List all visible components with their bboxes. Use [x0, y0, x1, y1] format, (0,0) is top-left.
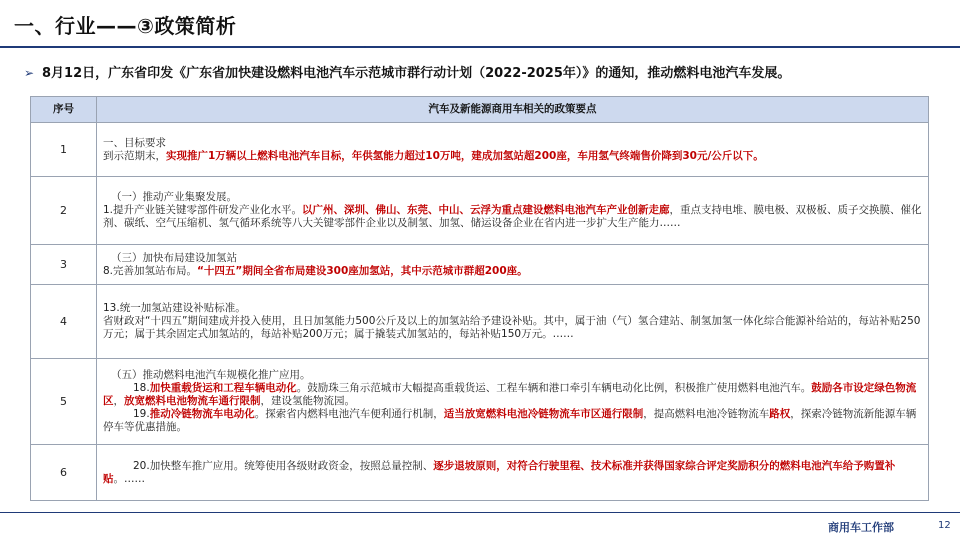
row-index: 3: [31, 245, 97, 285]
row-content: [97, 177, 929, 245]
row-text: 19.: [133, 408, 150, 420]
row-text: 。……: [113, 472, 145, 485]
row-content: [97, 123, 929, 177]
table-row: [31, 123, 929, 177]
page-number: 12: [938, 520, 951, 531]
row-heading: 13.统一加氢站建设补贴标准。: [103, 302, 246, 314]
table-row: [31, 177, 929, 245]
row-text: 到示范期末，: [103, 149, 166, 162]
row-highlight: 适当放宽燃料电池冷链物流车市区通行限制: [443, 408, 644, 420]
policy-table: [30, 96, 928, 501]
row-highlight: 鼓励各市设定绿色物流区: [103, 382, 917, 407]
row-highlight: 实现推广1万辆以上燃料电池汽车目标，年供氢能力超过10万吨，建成加氢站超200座，车用氢气终端售价降到30元/公斤以下。: [166, 149, 764, 162]
row-text: ，探索冷链物流新能源车辆停车等优惠措施。: [103, 408, 917, 433]
title-divider: [0, 46, 960, 48]
row-content: [97, 445, 929, 501]
arrow-bullet-icon: ➢: [24, 66, 35, 80]
row-index: 5: [31, 359, 97, 445]
page-title: 一、行业——③政策简析: [14, 14, 237, 38]
row-content: [97, 285, 929, 359]
footer-department: 商用车工作部: [828, 521, 894, 534]
row-highlight: 推动冷链物流车电动化: [149, 408, 255, 420]
row-text: ，建设氢能物流园。: [260, 395, 355, 407]
row-text: ，: [113, 395, 124, 407]
row-text: 1.提升产业链关键零部件研发产业化水平。: [103, 204, 303, 216]
row-paragraph-19: [103, 408, 922, 434]
footer-divider: [0, 512, 960, 513]
row-text: 。鼓励珠三角示范城市大幅提高重载货运、工程车辆和港口牵引车辆电动化比例，积极推广使用燃料电池汽车。: [296, 382, 812, 394]
row-index: 4: [31, 285, 97, 359]
table-row: [31, 359, 929, 445]
header-content: 汽车及新能源商用车相关的政策要点: [97, 97, 929, 123]
row-text: 8.完善加氢站布局。: [103, 264, 198, 277]
table-row: [31, 285, 929, 359]
row-highlight: 路权: [769, 408, 791, 420]
title-bar: [0, 0, 960, 48]
table-header-row: [31, 97, 929, 123]
row-heading: 一、目标要求: [103, 136, 166, 149]
summary-text: 8月12日，广东省印发《广东省加快建设燃料电池汽车示范城市群行动计划（2022-2025年）》的通知，推动燃料电池汽车发展。: [42, 66, 791, 81]
row-highlight: “十四五”期间全省布局建设300座加氢站，其中示范城市群超200座。: [197, 264, 528, 277]
row-highlight: 逐步退坡原则，对符合行驶里程、技术标准并获得国家综合评定奖励积分的燃料电池汽车给予购置补贴: [103, 459, 896, 485]
row-highlight: 加快重载货运和工程车辆电动化: [149, 382, 297, 394]
table-row: [31, 445, 929, 501]
row-paragraph-18: [103, 382, 922, 408]
row-highlight: 放宽燃料电池物流车通行限制: [124, 395, 261, 407]
row-text: 20.加快整车推广应用。统筹使用各级财政资金，按照总量控制、: [133, 459, 434, 472]
row-heading: （一）推动产业集聚发展。: [111, 191, 237, 203]
row-text: ，重点支持电堆、膜电极、双极板、质子交换膜、催化剂、碳纸、空气压缩机、氢气循环系统等八大关键零部件企业以及制氢、加氢、储运设备企业在省内进一步扩大生产能力……: [103, 204, 922, 229]
row-text: 18.: [133, 382, 150, 394]
row-text: 。探索省内燃料电池汽车便利通行机制，: [254, 408, 444, 420]
row-text: 省财政对“十四五”期间建成并投入使用，且日加氢能力500公斤及以上的加氢站给予建设补贴。其中，属于油（气）氢合建站、制氢加氢一体化综合能源补给站的，每站补贴250万元；属于其余固定式加氢站的，每站补贴200万元；属于撬装式加氢站的，每站补贴150万元。……: [103, 315, 921, 340]
row-text: ，提高燃料电池冷链物流车: [643, 408, 770, 420]
row-heading: （五）推动燃料电池汽车规模化推广应用。: [111, 369, 311, 381]
header-index: 序号: [31, 97, 97, 123]
row-highlight: 以广州、深圳、佛山、东莞、中山、云浮为重点建设燃料电池汽车产业创新走廊: [302, 204, 670, 216]
row-content: [97, 245, 929, 285]
row-index: 1: [31, 123, 97, 177]
row-heading: （三）加快布局建设加氢站: [111, 251, 237, 264]
summary-bullet: [24, 62, 954, 84]
row-index: 6: [31, 445, 97, 501]
row-content: [97, 359, 929, 445]
row-index: 2: [31, 177, 97, 245]
table-row: [31, 245, 929, 285]
